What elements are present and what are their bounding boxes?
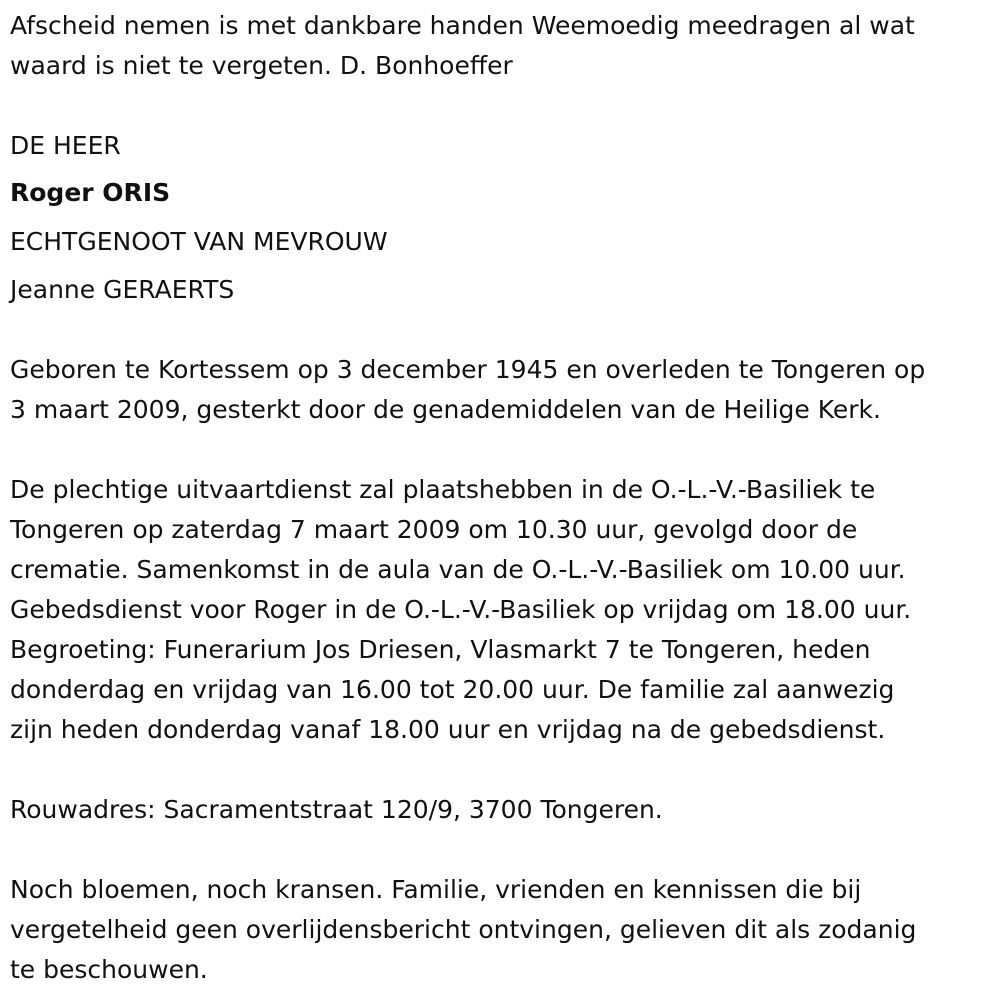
person-title: DE HEER: [10, 131, 121, 160]
paragraph-line: 3 maart 2009, gesterkt door de genademiddelen van de Heilige Kerk.: [10, 395, 881, 424]
paragraph-line: De plechtige uitvaartdienst zal plaatshebben in de O.-L.-V.-Basiliek te: [10, 475, 876, 504]
quote-line: Afscheid nemen is met dankbare handen Weemoedig meedragen al wat: [10, 11, 915, 40]
person-relation: ECHTGENOOT VAN MEVROUW: [10, 227, 388, 256]
paragraph-line: Tongeren op zaterdag 7 maart 2009 om 10.30 uur, gevolgd door de: [10, 515, 858, 544]
paragraph-line: Begroeting: Funerarium Jos Driesen, Vlasmarkt 7 te Tongeren, heden: [10, 635, 871, 664]
paragraph-line: Noch bloemen, noch kransen. Familie, vrienden en kennissen die bij: [10, 875, 862, 904]
paragraph-line: te beschouwen.: [10, 955, 208, 984]
paragraph-line: crematie. Samenkomst in de aula van de O.-L.-V.-Basiliek om 10.00 uur.: [10, 555, 906, 584]
paragraph-line: Gebedsdienst voor Roger in de O.-L.-V.-Basiliek op vrijdag om 18.00 uur.: [10, 595, 912, 624]
paragraph-line: donderdag en vrijdag van 16.00 tot 20.00 uur. De familie zal aanwezig: [10, 675, 895, 704]
paragraph-line: Geboren te Kortessem op 3 december 1945 en overleden te Tongeren op: [10, 355, 926, 384]
paragraph-line: vergetelheid geen overlijdensbericht ontvingen, gelieven dit als zodanig: [10, 915, 917, 944]
mourning-address: Rouwadres: Sacramentstraat 120/9, 3700 Tongeren.: [10, 795, 663, 824]
quote-line: waard is niet te vergeten. D. Bonhoeffer: [10, 51, 513, 80]
spouse-name: Jeanne GERAERTS: [10, 275, 235, 304]
paragraph-line: zijn heden donderdag vanaf 18.00 uur en vrijdag na de gebedsdienst.: [10, 715, 886, 744]
person-name: Roger ORIS: [10, 178, 171, 207]
